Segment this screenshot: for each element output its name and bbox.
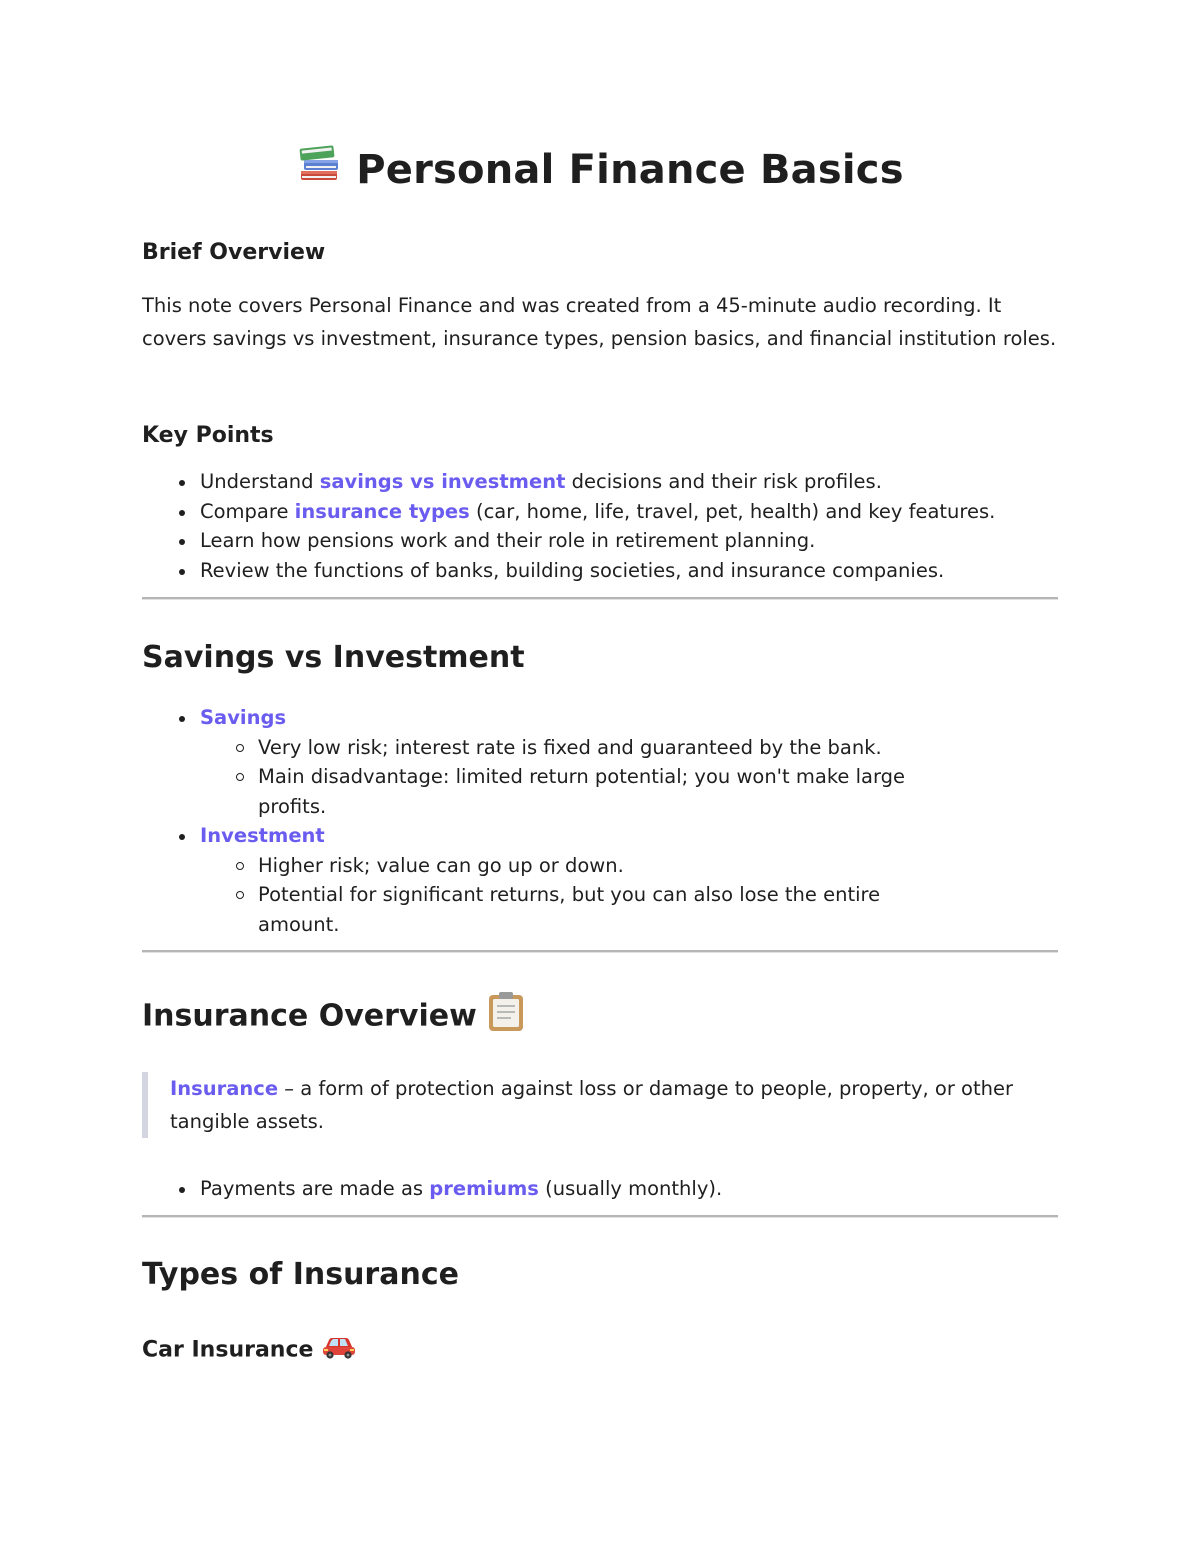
list-item: Learn how pensions work and their role in retirement planning.: [142, 526, 995, 556]
savings-vs-investment-heading: Savings vs Investment: [142, 640, 525, 675]
list-item: [142, 703, 958, 821]
list-item: Main disadvantage: limited return potential; you won't make large profits.: [200, 762, 958, 821]
link-insurance-types[interactable]: insurance types: [294, 499, 470, 523]
list-item: Very low risk; interest rate is fixed and guaranteed by the bank.: [200, 733, 958, 763]
list-item: Understand savings vs investment decisions and their risk profiles.: [142, 467, 995, 497]
section-divider: [142, 950, 1058, 952]
link-insurance[interactable]: Insurance: [170, 1077, 279, 1100]
section-divider: [142, 1215, 1058, 1217]
insurance-overview-heading: Insurance Overview: [142, 990, 525, 1044]
list-item: Higher risk; value can go up or down.: [200, 851, 958, 881]
types-of-insurance-heading: Types of Insurance: [142, 1257, 459, 1292]
books-icon: [296, 141, 342, 204]
page-title: [142, 140, 1058, 204]
investment-sublist: [142, 851, 958, 940]
car-icon: [321, 1333, 357, 1368]
page-title-text: Personal Finance Basics: [356, 147, 904, 193]
car-insurance-heading: Car Insurance: [142, 1333, 357, 1368]
insurance-list: [142, 1174, 722, 1204]
overview-text: This note covers Personal Finance and was created from a 45-minute audio recording. It covers savings vs investment, insurance types, pension basics, and financial institution roles.: [142, 294, 1057, 350]
key-points-heading: Key Points: [142, 423, 274, 448]
clipboard-icon: [487, 990, 525, 1044]
section-divider: [142, 597, 1058, 599]
savings-investment-list: [142, 703, 958, 939]
list-item: Potential for significant returns, but you can also lose the entire amount.: [200, 880, 958, 939]
list-item: Compare insurance types (car, home, life, travel, pet, health) and key features.: [142, 497, 995, 527]
list-item: [142, 821, 958, 939]
insurance-definition-quote: Insurance – a form of protection against loss or damage to people, property, or other tangible assets.: [142, 1072, 1058, 1138]
list-item: Review the functions of banks, building societies, and insurance companies.: [142, 556, 995, 586]
link-savings-vs-investment[interactable]: savings vs investment: [319, 470, 566, 493]
overview-heading: Brief Overview: [142, 240, 326, 265]
savings-sublist: [142, 733, 958, 822]
link-savings[interactable]: Savings: [200, 706, 287, 729]
link-premiums[interactable]: premiums: [429, 1177, 539, 1200]
key-points-list: [142, 467, 995, 585]
link-investment[interactable]: Investment: [200, 824, 325, 847]
list-item: Payments are made as premiums (usually monthly).: [142, 1174, 722, 1204]
